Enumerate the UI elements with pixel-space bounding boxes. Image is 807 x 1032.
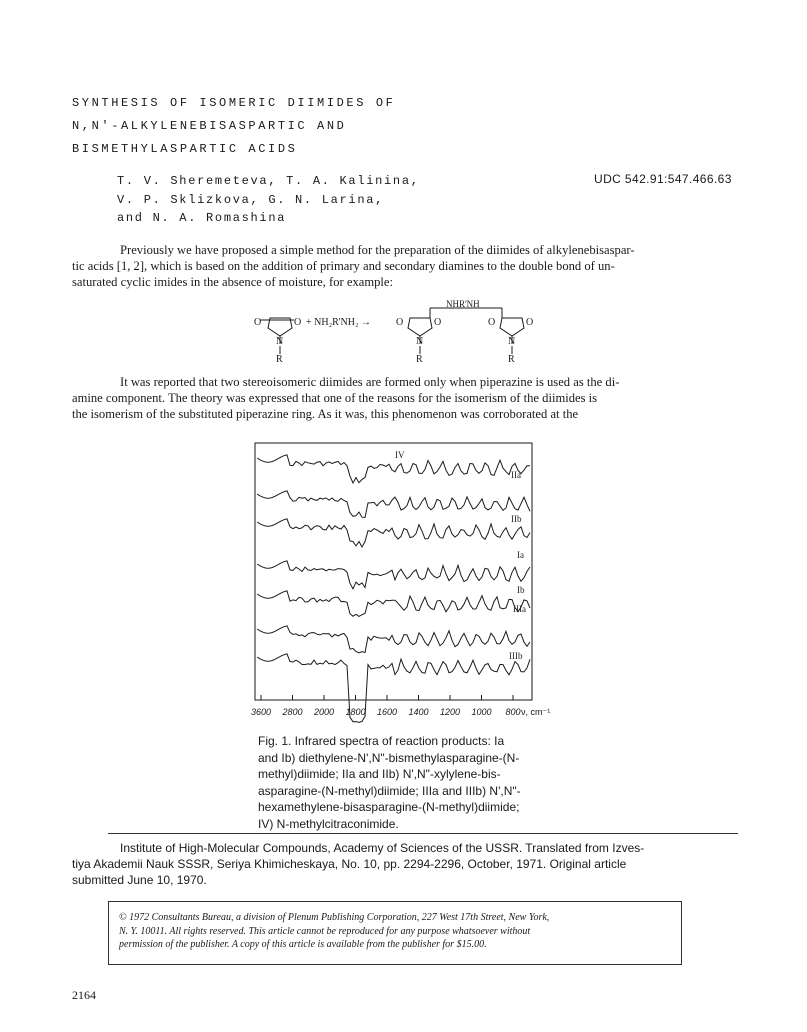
x-tick-label: 2000 (313, 707, 335, 717)
ring-oxygen-label: O (434, 317, 442, 328)
x-tick-label: 1200 (439, 707, 461, 717)
ring-oxygen-label: O (396, 317, 404, 328)
author-line: T. V. Sheremeteva, T. A. Kalinina, (117, 174, 420, 188)
bridge-label: NHR'NH (446, 299, 480, 309)
x-axis-unit: ν, cm⁻¹ (521, 707, 551, 717)
author-list (117, 172, 537, 228)
x-tick-label: 2800 (282, 707, 303, 717)
note-line: Institute of High-Molecular Compounds, Academy of Sciences of the USSR. Translated from Izves- (120, 841, 645, 855)
text-line: It was reported that two stereoisomeric diimides are formed only when piperazine is used as the di- (120, 375, 620, 389)
udc-code: UDC 542.91:547.466.63 (594, 172, 732, 186)
ring-substituent-label: R (416, 354, 423, 365)
caption-line: IV) N-methylcitraconimide. (258, 816, 399, 831)
footer-divider (108, 833, 738, 834)
x-tick-label: 1400 (408, 707, 429, 717)
text-line: saturated cyclic imides in the absence of moisture, for example: (72, 275, 394, 289)
text-line: tic acids [1, 2], which is based on the addition of primary and secondary diamines to the double bond of un- (72, 259, 615, 273)
imide-ring-product-a (408, 308, 502, 354)
caption-line: and Ib) diethylene-N',N"-bismethylasparagine-(N- (258, 750, 520, 765)
ring-oxygen-label: O (526, 317, 534, 328)
x-axis-ticks (251, 695, 550, 717)
spectrum-trace-ib (257, 591, 530, 617)
paragraph-intro (72, 242, 728, 290)
article-title (72, 92, 632, 161)
spectrum-trace-iiia (257, 626, 530, 653)
spectrum-label-ia: Ia (517, 550, 524, 560)
x-tick-label: 3600 (250, 707, 272, 717)
note-line: submitted June 10, 1970. (72, 873, 207, 887)
institution-note (72, 840, 736, 888)
ring-nitrogen-label: N (508, 336, 516, 347)
spectrum-trace-iv (257, 455, 530, 483)
ring-oxygen-label: O (254, 317, 262, 328)
text-line: the isomerism of the substituted piperazine ring. As it was, this phenomenon was corroborated at the (72, 407, 579, 421)
spectrum-label-iiib: IIIb (509, 651, 523, 661)
text-line: Previously we have proposed a simple method for the preparation of the diimides of alkylenebisaspar- (120, 243, 635, 257)
ring-substituent-label: R (276, 354, 283, 365)
spectrum-trace-iia (257, 491, 530, 518)
note-line: tiya Akademii Nauk SSSR, Seriya Khimicheskaya, No. 10, pp. 2294-2296, October, 1971. Original article (72, 857, 627, 871)
ring-nitrogen-label: N (416, 336, 424, 347)
x-tick-label: 1600 (376, 707, 398, 717)
spectrum-label-ib: Ib (517, 585, 525, 595)
ring-substituent-label: R (508, 354, 515, 365)
caption-line: Fig. 1. Infrared spectra of reaction products: Ia (258, 734, 505, 748)
ir-spectra-chart (243, 440, 551, 725)
title-line: SYNTHESIS OF ISOMERIC DIIMIDES OF (72, 96, 396, 110)
spectrum-label-iv: IV (395, 450, 405, 460)
spectrum-label-iia: IIa (511, 470, 521, 480)
ring-oxygen-label: O (294, 317, 302, 328)
caption-line: methyl)diimide; IIa and IIb) N',N"-xylylene-bis- (258, 767, 501, 781)
paragraph-isomerism (72, 374, 728, 422)
title-line: BISMETHYLASPARTIC ACIDS (72, 142, 298, 156)
text-line: amine component. The theory was expressed that one of the reasons for the isomerism of the diimides is (72, 391, 598, 405)
author-line: V. P. Sklizkova, G. N. Larina, (117, 192, 385, 207)
caption-line: asparagine-(N-methyl)diimide; IIIa and IIIb) N',N"- (258, 783, 521, 798)
reaction-scheme (250, 299, 570, 365)
spectrum-trace-iib (257, 519, 530, 547)
title-line: N,N'-ALKYLENEBISASPARTIC AND (72, 119, 347, 133)
caption-line: hexamethylene-bisasparagine-(N-methyl)diimide; (258, 800, 520, 814)
x-tick-label: 800 (505, 707, 521, 717)
copyright-line: permission of the publisher. A copy of this article is available from the publisher for $15.00. (119, 939, 487, 950)
ring-oxygen-label: O (488, 317, 496, 328)
copyright-box (108, 901, 682, 965)
chart-frame (255, 443, 532, 700)
spectra-group (257, 450, 530, 722)
x-tick-label: 1800 (345, 707, 366, 717)
ring-nitrogen-label: N (276, 336, 284, 347)
spectrum-trace-ia (257, 561, 530, 589)
figure-caption (258, 733, 548, 832)
x-tick-label: 1000 (471, 707, 492, 717)
copyright-line: © 1972 Consultants Bureau, a division of Plenum Publishing Corporation, 227 West 17th Street, New York, (119, 912, 550, 923)
author-line: and N. A. Romashina (117, 211, 287, 225)
reagent-text: + NH₂R'NH₂ → (306, 317, 371, 328)
spectrum-label-iiia: IIIa (513, 604, 526, 614)
page-number: 2164 (72, 988, 96, 1002)
spectrum-label-iib: IIb (511, 514, 522, 524)
copyright-line: N. Y. 10011. All rights reserved. This article cannot be reproduced for any purpose whatsoever without (119, 925, 531, 937)
